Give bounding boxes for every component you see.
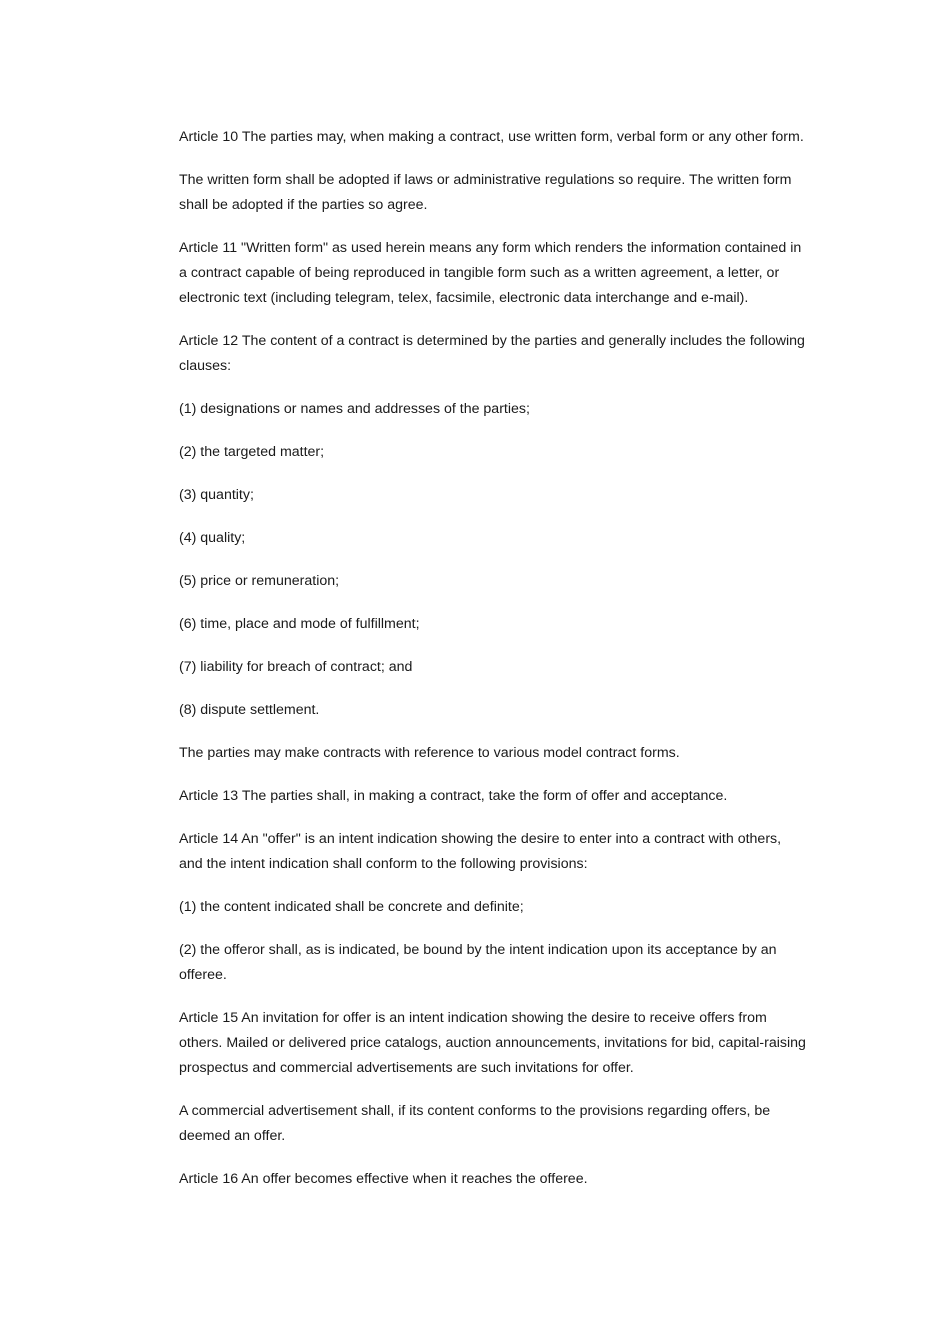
clause-7: (7) liability for breach of contract; and (179, 659, 413, 675)
offer-provision-1: (1) the content indicated shall be concrete and definite; (179, 899, 524, 915)
article-10-written-form: The written form shall be adopted if laws or administrative regulations so require. The written form shall be adopted if the parties so agree. (179, 172, 792, 213)
clause-6: (6) time, place and mode of fulfillment; (179, 616, 420, 632)
document-body (179, 125, 807, 1210)
clause-1: (1) designations or names and addresses of the parties; (179, 401, 530, 417)
commercial-advertisement: A commercial advertisement shall, if its content conforms to the provisions regarding offers, be deemed an offer. (179, 1103, 771, 1144)
model-contract-forms: The parties may make contracts with reference to various model contract forms. (179, 745, 680, 761)
offer-provision-2: (2) the offeror shall, as is indicated, be bound by the intent indication upon its acceptance by an offeree. (179, 942, 777, 983)
article-14: Article 14 An "offer" is an intent indication showing the desire to enter into a contract with others, and the intent indication shall conform to the following provisions: (179, 831, 782, 872)
article-15: Article 15 An invitation for offer is an intent indication showing the desire to receive offers from others. Mailed or delivered price catalogs, auction announcements, invitations for bid, capital-raising prospectus and commercial advertisements are such invitations for offer. (179, 1010, 806, 1076)
article-13: Article 13 The parties shall, in making a contract, take the form of offer and acceptance. (179, 788, 728, 804)
clause-2: (2) the targeted matter; (179, 444, 325, 460)
clause-3: (3) quantity; (179, 487, 254, 503)
article-12: Article 12 The content of a contract is determined by the parties and generally includes the following clauses: (179, 333, 805, 374)
article-10: Article 10 The parties may, when making a contract, use written form, verbal form or any other form. (179, 129, 804, 145)
clause-8: (8) dispute settlement. (179, 702, 320, 718)
clause-5: (5) price or remuneration; (179, 573, 340, 589)
article-11: Article 11 "Written form" as used herein means any form which renders the information contained in a contract capable of being reproduced in tangible form such as a written agreement, a letter, or electronic text (including telegram, telex, facsimile, electronic data interchange and e-mail). (179, 240, 802, 306)
clause-4: (4) quality; (179, 530, 246, 546)
article-16: Article 16 An offer becomes effective when it reaches the offeree. (179, 1171, 588, 1187)
